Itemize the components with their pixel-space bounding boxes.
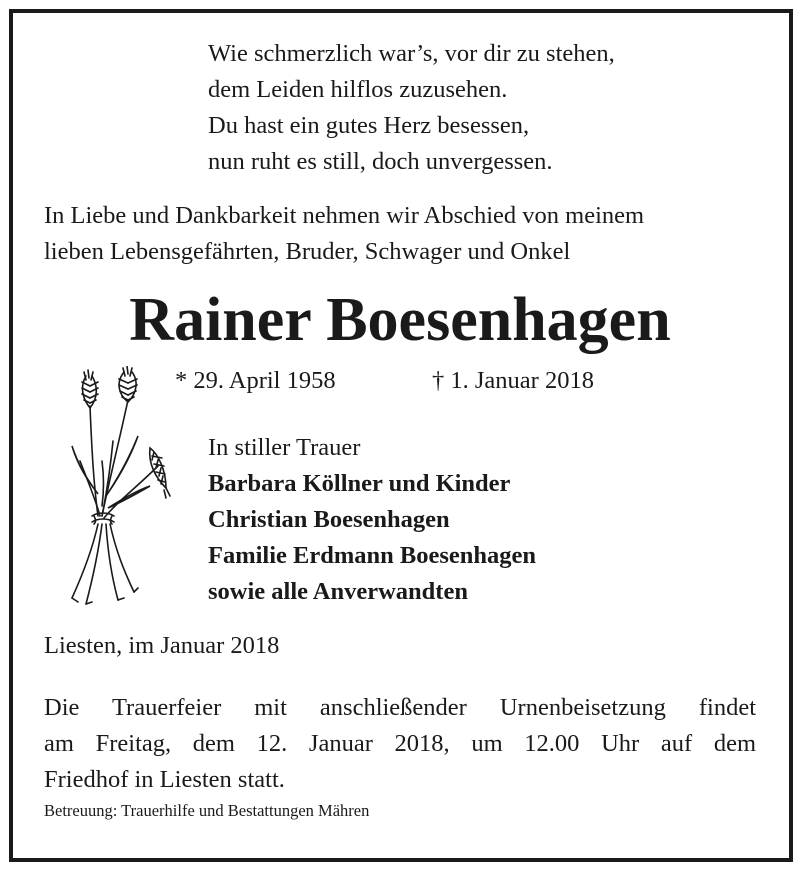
funeral-line: am Freitag, dem 12. Januar 2018, um 12.00 Uhr auf dem [44, 730, 756, 757]
mourner-name: Christian Boesenhagen [208, 506, 450, 533]
poem-line: dem Leiden hilflos zuzusehen. [208, 76, 508, 103]
mourner-name: Barbara Köllner und Kinder [208, 470, 511, 497]
intro-line: In Liebe und Dankbarkeit nehmen wir Abschied von meinem [44, 202, 645, 229]
poem-line: Du hast ein gutes Herz besessen, [208, 112, 530, 139]
funeral-home-credit: Betreuung: Trauerhilfe und Bestattungen Mähren [44, 801, 370, 820]
mourner-name: sowie alle Anverwandten [208, 578, 468, 605]
poem-line: Wie schmerzlich war’s, vor dir zu stehen, [208, 40, 615, 67]
poem-line: nun ruht es still, doch unvergessen. [208, 148, 553, 175]
birth-date: * 29. April 1958 [175, 367, 336, 394]
deceased-name: Rainer Boesenhagen [129, 286, 671, 354]
poem [208, 36, 615, 180]
wheat-bundle-icon [58, 366, 178, 606]
death-date: † 1. Januar 2018 [432, 367, 594, 394]
intro-text [44, 198, 644, 270]
funeral-info [44, 690, 756, 798]
funeral-line: Die Trauerfeier mit anschließender Urnenbeisetzung findet [44, 694, 756, 721]
place-date: Liesten, im Januar 2018 [44, 632, 280, 659]
mourner-name: Familie Erdmann Boesenhagen [208, 542, 537, 569]
mourners-block [208, 430, 536, 610]
mourners-heading: In stiller Trauer [208, 434, 361, 461]
funeral-line: Friedhof in Liesten statt. [44, 766, 285, 793]
intro-line: lieben Lebensgefährten, Bruder, Schwager und Onkel [44, 238, 571, 265]
